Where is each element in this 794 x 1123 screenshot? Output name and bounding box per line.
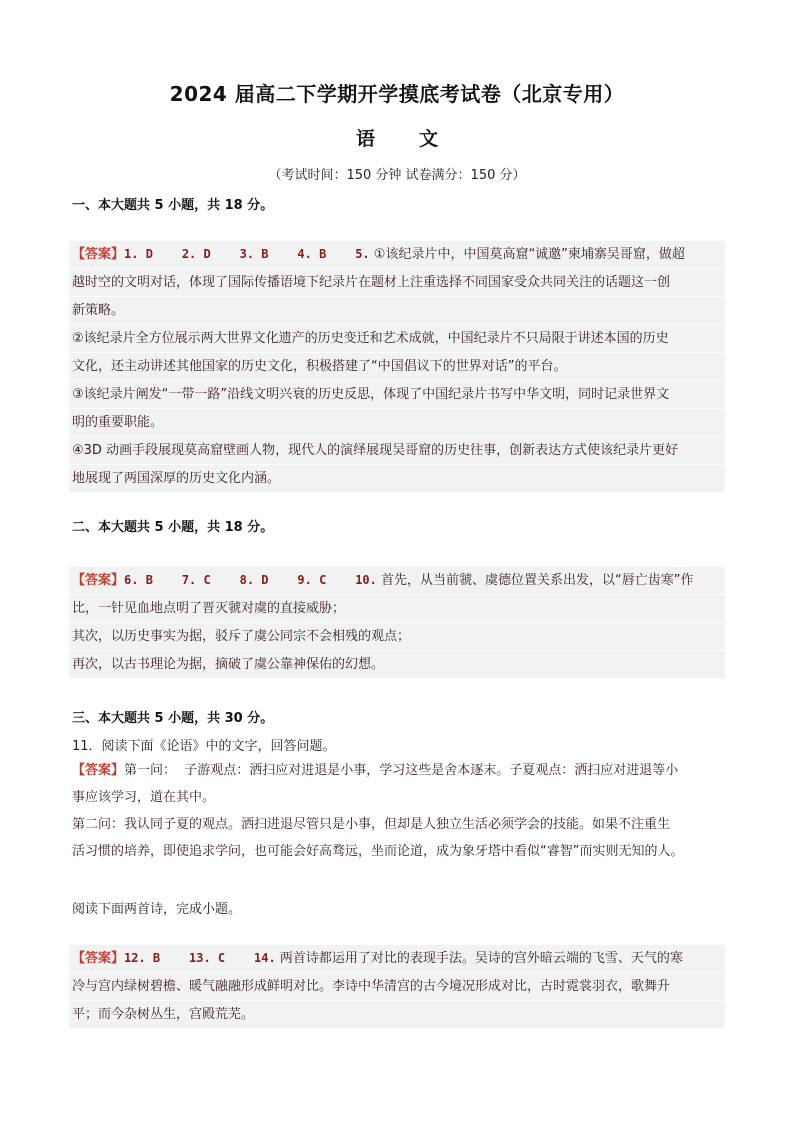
answer-label: 【答案】 bbox=[72, 247, 125, 262]
answer-line: 活习惯的培养，即使追求学问，也可能会好高骛远，坐而论道，成为象牙塔中看似“睿智”而实则无知的人。 bbox=[72, 844, 684, 859]
answer-line: 再次，以古书理论为据，摘破了虞公靠神保佑的幻想。 bbox=[69, 651, 725, 679]
section-1-answer-box bbox=[69, 241, 725, 493]
answer-line: 文化，还主动讲述其他国家的历史文化，积极搭建了“中国倡议下的世界对话”的平台。 bbox=[69, 353, 725, 381]
answer-text: 两首诗都运用了对比的表现手法。吴诗的宫外暗云端的飞雪、天气的寒 bbox=[279, 951, 683, 966]
answer-choices: 1. D 2. D 3. B 4. B 5. bbox=[124, 247, 370, 261]
answer-line: 其次，以历史事实为据，驳斥了虞公同宗不会相残的观点； bbox=[69, 623, 725, 651]
poem-answer-box bbox=[69, 945, 725, 1029]
page-title: 2024 届高二下学期开学摸底考试卷（北京专用） bbox=[169, 82, 625, 106]
answer-line: 越时空的文明对话，体现了国际传播语境下纪录片在题材上注重选择不同国家受众共同关注的话题这一创 bbox=[69, 269, 725, 297]
section-1-heading: 一、本大题共 5 小题，共 18 分。 bbox=[72, 198, 274, 213]
answer-choices: 6. B 7. C 8. D 9. C 10. bbox=[124, 573, 377, 587]
answer-line: 地展现了两国深厚的历史文化内涵。 bbox=[69, 465, 725, 493]
question-11-answer bbox=[69, 757, 725, 865]
answer-choices: 12. B 13. C 14. bbox=[124, 951, 276, 965]
answer-line bbox=[69, 241, 725, 269]
question-11-prompt: 11．阅读下面《论语》中的文字，回答问题。 bbox=[72, 739, 336, 754]
answer-line: ③该纪录片阐发“一带一路”沿线文明兴衰的历史反思，体现了中国纪录片书写中华文明，同时记录世界文 bbox=[69, 381, 725, 409]
section-2-answer-box bbox=[69, 567, 725, 679]
answer-label: 【答案】 bbox=[72, 763, 125, 778]
answer-line: 事应该学习，道在其中。 bbox=[72, 790, 216, 805]
answer-line bbox=[69, 567, 725, 595]
answer-line: 比，一针见血地点明了晋灭虢对虞的直接威胁； bbox=[69, 595, 725, 623]
answer-label: 【答案】 bbox=[72, 573, 125, 588]
answer-line bbox=[69, 945, 725, 973]
answer-line: 平；而今杂树丛生，宫殿荒芜。 bbox=[69, 1001, 725, 1029]
section-3-heading: 三、本大题共 5 小题，共 30 分。 bbox=[72, 711, 274, 726]
section-2-heading: 二、本大题共 5 小题，共 18 分。 bbox=[72, 520, 274, 535]
answer-text: ①该纪录片中，中国莫高窟“诚邀”柬埔寨吴哥窟，做超 bbox=[373, 247, 685, 262]
answer-line: 第二问：我认同子夏的观点。洒扫进退尽管只是小事，但却是人独立生活必须学会的技能。如果不注重生 bbox=[72, 817, 671, 832]
subject-heading bbox=[0, 124, 794, 151]
answer-line: 明的重要职能。 bbox=[69, 409, 725, 437]
answer-line: ②该纪录片全方位展示两大世界文化遗产的历史变迁和艺术成就，中国纪录片不只局限于讲述本国的历史 bbox=[69, 325, 725, 353]
poem-prompt: 阅读下面两首诗，完成小题。 bbox=[72, 902, 242, 917]
answer-line: ④3D 动画手段展现莫高窟壁画人物，现代人的演绎展现吴哥窟的历史往事，创新表达方式使该纪录片更好 bbox=[69, 437, 725, 465]
answer-line bbox=[69, 757, 725, 784]
subject-char-2: 文 bbox=[419, 128, 439, 150]
answer-text: 首先，从当前虢、虞德位置关系出发，以“唇亡齿寒”作 bbox=[381, 573, 694, 588]
subject-char-1: 语 bbox=[355, 128, 375, 150]
exam-info: （考试时间：150 分钟 试卷满分：150 分） bbox=[268, 168, 526, 183]
answer-line: 新策略。 bbox=[69, 297, 725, 325]
answer-label: 【答案】 bbox=[72, 951, 125, 966]
answer-text: 第一问： 子游观点：洒扫应对进退是小事，学习这些是舍本逐末。子夏观点：洒扫应对进退等小 bbox=[124, 763, 679, 778]
answer-line: 冷与宫内绿树碧檐、暖气融融形成鲜明对比。李诗中华清宫的古今境况形成对比，古时霓裳羽衣，歌舞升 bbox=[69, 973, 725, 1001]
